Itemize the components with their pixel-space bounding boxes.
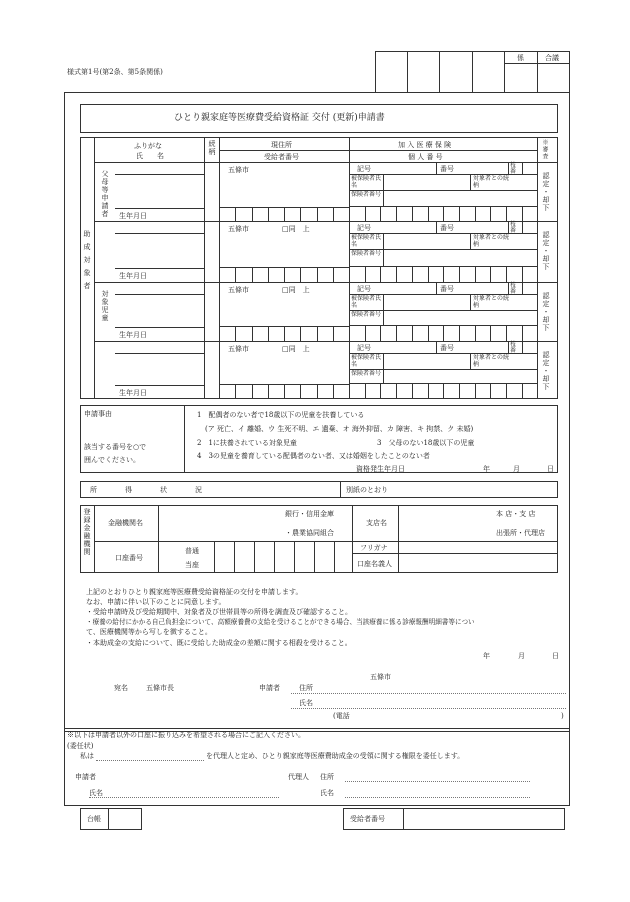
insurance-number-label: 番号 bbox=[440, 344, 454, 352]
insured-name-label: 被保険者氏名 bbox=[351, 295, 382, 309]
decl-name-label: 氏名 bbox=[299, 699, 313, 707]
insurer-no-label: 保険者番号 bbox=[351, 191, 382, 198]
decl-applicant: 申請者 bbox=[259, 684, 280, 692]
reason-item-1[interactable]: 1 配偶者のない者で18歳以下の児童を扶養している bbox=[197, 411, 365, 419]
insured-name-label: 被保険者氏名 bbox=[351, 234, 382, 248]
account-type-ordinary[interactable]: 普通 bbox=[185, 547, 199, 555]
decl-line-3: ・受給申請時及び受給期間中、対象者及び世帯員等の所得を調査及び確認すること。 bbox=[86, 608, 352, 616]
birth-date-label: 生年月日 bbox=[119, 272, 147, 280]
branch-types: 本 店・支 店 bbox=[496, 510, 536, 518]
reason-item-3[interactable]: 3 父母のない18歳以下の児童 bbox=[377, 439, 475, 447]
birth-date-label: 生年月日 bbox=[119, 331, 147, 339]
proxy-address: 住所 bbox=[320, 773, 334, 781]
proxy-box bbox=[64, 728, 570, 806]
decl-city: 五條市 bbox=[370, 673, 391, 681]
section-children: 対象児童 bbox=[101, 290, 109, 322]
insurance-symbol-label: 記号 bbox=[357, 165, 371, 173]
decl-day: 日 bbox=[552, 652, 559, 660]
form-title: ひとり親家庭等医療費受給資格証 交付 (更新)申請書 bbox=[174, 113, 385, 123]
decl-month: 月 bbox=[518, 652, 525, 660]
approval-label-council: 合議 bbox=[545, 54, 559, 62]
relation-to-insured-label: 対象者との続柄 bbox=[473, 234, 510, 248]
account-no-label: 口座番号 bbox=[115, 554, 143, 562]
insurance-number-label: 番号 bbox=[440, 285, 454, 293]
decl-line-1: 上記のとおりひとり親家庭等医療費受給資格証の交付を申請します。 bbox=[86, 588, 303, 596]
reasons-instruction-2: 囲んでください。 bbox=[84, 456, 140, 464]
decl-addressee: 宛名 bbox=[114, 684, 128, 692]
proxy-name: 氏名 bbox=[89, 789, 103, 797]
eligibility-day: 日 bbox=[547, 465, 554, 473]
header-recipient-no: 受給者番号 bbox=[264, 153, 299, 161]
proxy-note: ※以下は申請者以外の口座に振り込みを希望される場合にご記入ください。 bbox=[67, 731, 305, 739]
proxy-sentence: を代理人と定め、ひとり親家庭等医療費助成金の受領に関する権限を委任します。 bbox=[206, 752, 465, 760]
header-personal-no: 個 人 番 号 bbox=[408, 153, 443, 161]
proxy-me: 私は bbox=[80, 752, 94, 760]
eligibility-date-label: 資格発生年月日 bbox=[356, 465, 405, 473]
bank-types: 銀行・信用金庫 bbox=[285, 510, 334, 518]
decl-line-4: ・療養の給付にかかる自己負担金について、高額療養費の支給を受けることができる場合、当該療養に係る診療報酬明細書等につい bbox=[86, 618, 475, 626]
approval-label-staff: 係 bbox=[517, 54, 524, 62]
header-judgment: ※審査 bbox=[541, 139, 548, 160]
branch-name-label: 支店名 bbox=[366, 519, 387, 527]
decision-label[interactable]: 認定・却下 bbox=[542, 292, 550, 332]
reason-item-2[interactable]: 2 1に扶養されている対象児童 bbox=[197, 439, 297, 447]
insurer-no-label: 保険者番号 bbox=[351, 250, 382, 257]
reasons-label: 申請事由 bbox=[84, 410, 112, 418]
account-type-current[interactable]: 当座 bbox=[185, 561, 199, 569]
decl-line-2: なお、申請に伴い以下のことに同意します。 bbox=[86, 598, 226, 606]
bank-name-label: 金融機関名 bbox=[108, 519, 143, 527]
decl-phone-label: (電話 bbox=[333, 712, 350, 720]
footer-recipient-no: 受給者番号 bbox=[350, 815, 385, 823]
decl-year: 年 bbox=[483, 652, 490, 660]
city-label: 五條市 bbox=[228, 166, 249, 174]
same-as-above-checkbox[interactable]: □同 上 bbox=[282, 286, 310, 294]
city-label: 五條市 bbox=[228, 345, 249, 353]
decision-label[interactable]: 認定・却下 bbox=[542, 172, 550, 212]
proxy-heading: (委任状) bbox=[67, 742, 94, 750]
reason-item-1-sub: (ア 死亡、イ 離婚、ウ 生死不明、エ 遺棄、オ 海外抑留、カ 障害、キ 拘禁、ク 未婚) bbox=[205, 425, 474, 433]
insurer-no-label: 保険者番号 bbox=[351, 311, 382, 318]
insurance-branch-label: 枝番 bbox=[510, 221, 517, 234]
insured-name-label: 被保険者氏名 bbox=[351, 354, 382, 368]
proxy-agent: 代理人 bbox=[288, 773, 309, 781]
relation-to-insured-label: 対象者との続柄 bbox=[473, 354, 510, 368]
decision-label[interactable]: 認定・却下 bbox=[542, 351, 550, 391]
birth-date-label: 生年月日 bbox=[119, 212, 147, 220]
insurer-no-label: 保険者番号 bbox=[351, 370, 382, 377]
city-label: 五條市 bbox=[228, 225, 249, 233]
decl-mayor: 五條市長 bbox=[146, 684, 174, 692]
form-number: 様式第1号(第2条、第5条関係) bbox=[67, 68, 163, 76]
header-relation: 続柄 bbox=[208, 140, 216, 156]
reason-item-4[interactable]: 4 3の児童を養育している配偶者のない者、又は婚姻をしたことのない者 bbox=[197, 452, 430, 460]
proxy-applicant: 申請者 bbox=[75, 773, 96, 781]
eligibility-year: 年 bbox=[483, 465, 490, 473]
bank-section-label: 登録金融機関 bbox=[83, 508, 91, 556]
decl-address-label: 住所 bbox=[299, 684, 313, 692]
section-applicant: 父母等申請者 bbox=[101, 170, 109, 218]
reasons-instruction-1: 該当する番号を○で bbox=[84, 443, 147, 451]
header-insurance: 加 入 医 療 保 険 bbox=[398, 141, 452, 149]
insurance-branch-label: 枝番 bbox=[510, 282, 517, 295]
decl-line-6: ・本助成金の支給について、既に受給した助成金の差額に関する相殺を受けること。 bbox=[86, 639, 352, 647]
eligibility-month: 月 bbox=[513, 465, 520, 473]
header-address: 現住所 bbox=[271, 141, 292, 149]
income-value: 別紙のとおり bbox=[346, 486, 388, 494]
city-label: 五條市 bbox=[228, 286, 249, 294]
proxy-agent-name: 氏名 bbox=[320, 789, 334, 797]
insurance-symbol-label: 記号 bbox=[357, 344, 371, 352]
insurance-symbol-label: 記号 bbox=[357, 285, 371, 293]
section-subject: 助成対象者 bbox=[83, 230, 91, 295]
relation-to-insured-label: 対象者との続柄 bbox=[473, 175, 510, 189]
insurance-number-label: 番号 bbox=[440, 224, 454, 232]
same-as-above-checkbox[interactable]: □同 上 bbox=[282, 225, 310, 233]
decision-label[interactable]: 認定・却下 bbox=[542, 231, 550, 271]
ledger-label: 台帳 bbox=[87, 815, 101, 823]
income-label: 所 得 状 況 bbox=[90, 486, 202, 494]
account-holder-label: 口座名義人 bbox=[357, 560, 392, 568]
insured-name-label: 被保険者氏名 bbox=[351, 175, 382, 189]
insurance-symbol-label: 記号 bbox=[357, 224, 371, 232]
insurance-branch-label: 枝番 bbox=[510, 162, 517, 175]
decl-phone-close: ) bbox=[561, 712, 564, 720]
same-as-above-checkbox[interactable]: □同 上 bbox=[282, 345, 310, 353]
insurance-branch-label: 枝番 bbox=[510, 341, 517, 354]
birth-date-label: 生年月日 bbox=[119, 389, 147, 397]
insurance-number-label: 番号 bbox=[440, 165, 454, 173]
decl-line-5: て、医療機関等から写しを徴すること。 bbox=[86, 628, 212, 636]
header-furigana: ふりがな bbox=[134, 142, 162, 150]
bank-furigana-label: フリガナ bbox=[360, 544, 388, 552]
relation-to-insured-label: 対象者との続柄 bbox=[473, 295, 510, 309]
bank-types-2: ・農業協同組合 bbox=[285, 529, 334, 537]
branch-types-2: 出張所・代理店 bbox=[496, 529, 545, 537]
header-name: 氏 名 bbox=[136, 152, 164, 160]
